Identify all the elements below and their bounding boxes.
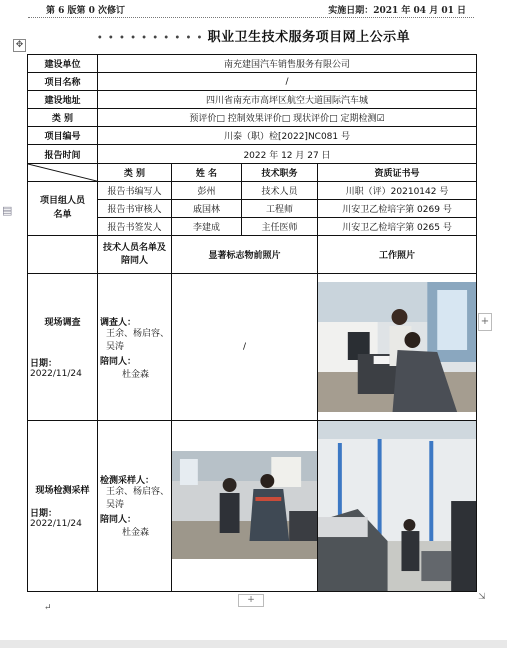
survey-staff-label: 调查人： bbox=[100, 317, 137, 328]
sampling-staff-label: 检测采样人： bbox=[100, 476, 155, 487]
member-2-title: 工程师 bbox=[242, 199, 318, 217]
survey-label: 现场调查 bbox=[44, 318, 81, 329]
member-2-cert: 川安卫乙检培字第 0269 号 bbox=[318, 199, 477, 217]
address-label: 建设地址 bbox=[28, 91, 98, 109]
survey-escort-label: 陪同人： bbox=[100, 356, 137, 367]
member-3-name: 李建成 bbox=[172, 217, 242, 235]
paragraph-return-icon: ↵ bbox=[44, 603, 52, 613]
site-head-blank bbox=[28, 235, 98, 273]
team-col-category: 类 别 bbox=[98, 163, 172, 181]
sampling-row bbox=[28, 420, 477, 591]
sampling-label: 现场检测采样 bbox=[35, 485, 90, 496]
survey-label-cell bbox=[28, 274, 98, 421]
member-1-title: 技术人员 bbox=[242, 181, 318, 199]
project-number-label: 项目编号 bbox=[28, 127, 98, 145]
member-1-cert: 川职（评）20210142 号 bbox=[318, 181, 477, 199]
page-header bbox=[28, 3, 474, 17]
site-head-landmark-photo: 显著标志物前照片 bbox=[172, 235, 318, 273]
site-head-staff bbox=[98, 235, 172, 273]
resize-handle-icon[interactable]: ⇲ bbox=[478, 592, 486, 602]
member-3-role: 报告书签发人 bbox=[98, 217, 172, 235]
survey-date-label: 日期： bbox=[30, 359, 58, 370]
category-label: 类 别 bbox=[28, 109, 98, 127]
site-head-staff-text: 技术人员名单及陪同人 bbox=[102, 242, 166, 266]
diagonal-header-cell bbox=[28, 163, 98, 181]
project-number-value: 川泰（职）检[2022]NC081 号 bbox=[98, 127, 477, 145]
survey-escort: 杜金森 bbox=[122, 369, 150, 380]
member-3-cert: 川安卫乙检培字第 0265 号 bbox=[318, 217, 477, 235]
revision-text: 第 6 版第 0 次修订 bbox=[46, 6, 126, 16]
unit-value: 南充建国汽车销售服务有限公司 bbox=[98, 55, 477, 73]
member-2-role: 报告书审核人 bbox=[98, 199, 172, 217]
survey-photo-placeholder: / bbox=[242, 342, 247, 353]
team-col-name: 姓 名 bbox=[172, 163, 242, 181]
survey-work-photo-cell bbox=[318, 274, 477, 421]
header-rule bbox=[28, 17, 474, 18]
sampling-date: 2022/11/24 bbox=[30, 518, 82, 529]
member-2-name: 戚国林 bbox=[172, 199, 242, 217]
sampling-escort-label: 陪同人： bbox=[100, 515, 137, 526]
status-bar-strip bbox=[0, 640, 507, 648]
survey-staff-cell bbox=[98, 274, 172, 421]
diagonal-line bbox=[28, 164, 97, 181]
report-date-value: 2022 年 12 月 27 日 bbox=[98, 145, 477, 163]
sampling-work-photo-cell bbox=[318, 420, 477, 591]
member-3-title: 主任医师 bbox=[242, 217, 318, 235]
sampling-landmark-photo-cell bbox=[172, 420, 318, 591]
notice-table bbox=[27, 54, 477, 592]
project-name-label: 项目名称 bbox=[28, 73, 98, 91]
member-1-role: 报告书编写人 bbox=[98, 181, 172, 199]
add-row-button[interactable]: + bbox=[238, 594, 264, 607]
report-date-label: 报告时间 bbox=[28, 145, 98, 163]
member-1-name: 彭州 bbox=[172, 181, 242, 199]
document-title bbox=[0, 26, 507, 45]
team-label-text: 项目组人员名单 bbox=[39, 196, 85, 221]
sampling-staff-cell bbox=[98, 420, 172, 591]
add-column-button[interactable]: + bbox=[478, 313, 492, 331]
team-row bbox=[28, 181, 477, 199]
survey-landmark-photo-cell bbox=[172, 274, 318, 421]
sampling-landmark-photo bbox=[172, 451, 317, 559]
paragraph-mark-icon: ▤ bbox=[2, 204, 13, 217]
team-col-cert: 资质证书号 bbox=[318, 163, 477, 181]
team-col-title: 技术职务 bbox=[242, 163, 318, 181]
table-move-handle-icon[interactable]: ✥ bbox=[13, 39, 26, 52]
project-name-value: / bbox=[98, 73, 477, 91]
title-text: 职业卫生技术服务项目网上公示单 bbox=[207, 30, 411, 45]
site-head-work-photo: 工作照片 bbox=[318, 235, 477, 273]
survey-staff: 王余、杨启容、吴涛 bbox=[106, 328, 170, 352]
survey-date: 2022/11/24 bbox=[30, 369, 82, 380]
sampling-label-cell bbox=[28, 420, 98, 591]
effective-date-text: 实施日期：2021 年 04 月 01 日 bbox=[328, 6, 466, 16]
category-value: 预评价□ 控制效果评价□ 现状评价□ 定期检测☑ bbox=[98, 109, 477, 127]
sampling-work-photo bbox=[318, 421, 476, 591]
sampling-staff: 王余、杨启容、吴涛 bbox=[106, 487, 170, 511]
title-leader: • • • • • • • • • • bbox=[96, 33, 208, 44]
sampling-escort: 杜金森 bbox=[122, 528, 150, 539]
address-value: 四川省南充市高坪区航空大道国际汽车城 bbox=[98, 91, 477, 109]
team-label bbox=[28, 181, 98, 235]
sampling-date-label: 日期： bbox=[30, 508, 58, 519]
survey-work-photo bbox=[318, 282, 476, 412]
survey-row bbox=[28, 274, 477, 421]
unit-label: 建设单位 bbox=[28, 55, 98, 73]
